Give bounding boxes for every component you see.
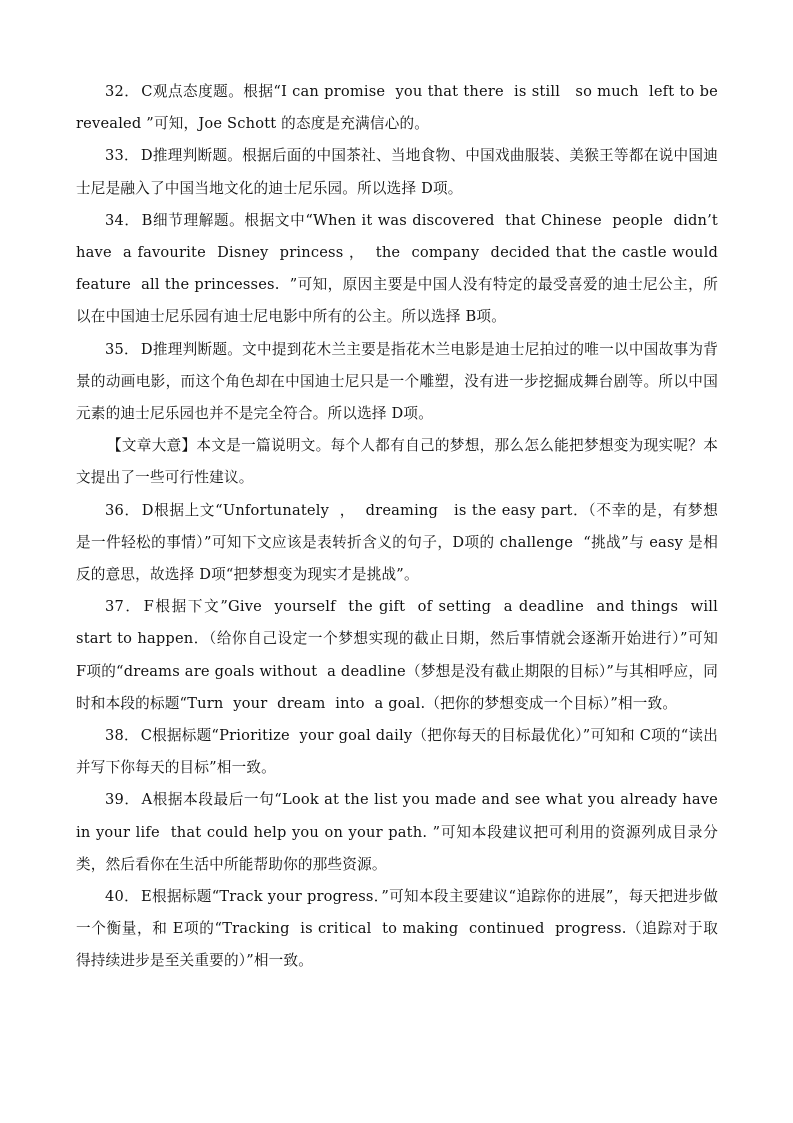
answer-text: E根据标题“Track your progress．”可知本段主要建议“追踪你的进展”，每天把进步做一个衡量，和 E项的“Tracking is critical to making continued progress.（追踪对于取得持续进步是至关重要的）”相一致。 (76, 888, 718, 970)
summary-text: 【文章大意】本文是一篇说明文。每个人都有自己的梦想，那么怎么能把梦想变为现实呢？本文提出了一些可行性建议。 (76, 437, 718, 487)
answer-text: B细节理解题。根据文中“When it was discovered that Chinese people didn’t have a favourite Disney princess ， the company decided that the castle would feature all the princesses. ”可知，原因主要是中国人没有特定的最受喜爱的迪士尼公主，所以在中国迪士尼乐园有迪士尼电影中所有的公主。所以选择 B项。 (76, 211, 723, 326)
question-number: 35． (105, 340, 139, 358)
question-number: 39． (105, 791, 140, 809)
answer-text: C根据标题“Prioritize your goal daily（把你每天的目标最优化）”可知和 C项的“读出并写下你每天的目标”相一致。 (76, 727, 718, 777)
answer-paragraph-34 (76, 205, 723, 334)
answer-paragraph-38 (76, 720, 718, 784)
question-number: 32． (105, 83, 140, 100)
answer-paragraph-33 (76, 140, 718, 204)
answer-text: F根据下文”Give yourself the gift of setting a deadline and things will start to happen．（给你自己设定一个梦想实现的截止日期，然后事情就会逐渐开始进行）”可知 F项的“dreams are goals without a deadline（梦想是没有截止期限的目标）”与其相呼应，同时和本段的标题“Turn your dream into a goal.（把你的梦想变成一个目标）”相一致。 (76, 598, 728, 712)
answer-text: D根据上文“Unfortunately ， dreaming is the easy part．（不幸的是，有梦想是一件轻松的事情）”可知下文应该是表转折含义的句子，D项的 challenge “挑战”与 easy 是相反的意思，故选择 D项“把梦想变为现实才是挑战”。 (76, 501, 718, 584)
question-number: 33． (105, 147, 139, 165)
answer-text: C观点态度题。根据“I can promise you that there is still so much left to be revealed ”可知，Joe Schott 的态度是充满信心的。 (76, 83, 723, 133)
answer-paragraph-37 (76, 591, 728, 720)
question-number: 38． (105, 727, 139, 745)
answer-text: A根据本段最后一句“Look at the list you made and see what you already have in your life that could help you on your path. ”可知本段建议把可利用的资源列成目录分类，然后看你在生活中所能帮助你的那些资源。 (76, 791, 723, 873)
answer-paragraph-40 (76, 881, 718, 978)
question-number: 37． (105, 598, 142, 616)
article-summary-paragraph (76, 430, 718, 494)
answer-paragraph-36 (76, 495, 718, 592)
question-number: 34． (105, 211, 140, 229)
answer-paragraph-32 (76, 76, 723, 140)
answer-paragraph-39 (76, 784, 723, 881)
document-page (76, 76, 728, 978)
answer-text: D推理判断题。根据后面的中国茶社、当地食物、中国戏曲服装、美猴王等都在说中国迪士尼是融入了中国当地文化的迪士尼乐园。所以选择 D项。 (76, 147, 718, 197)
answer-paragraph-35 (76, 334, 718, 431)
answer-text: D推理判断题。文中提到花木兰主要是指花木兰电影是迪士尼拍过的唯一以中国故事为背景的动画电影，而这个角色却在中国迪士尼只是一个雕塑，没有进一步挖掘成舞台剧等。所以中国元素的迪士尼乐园也并不是完全符合。所以选择 D项。 (76, 340, 718, 423)
question-number: 36． (105, 501, 140, 519)
question-number: 40． (105, 888, 140, 906)
